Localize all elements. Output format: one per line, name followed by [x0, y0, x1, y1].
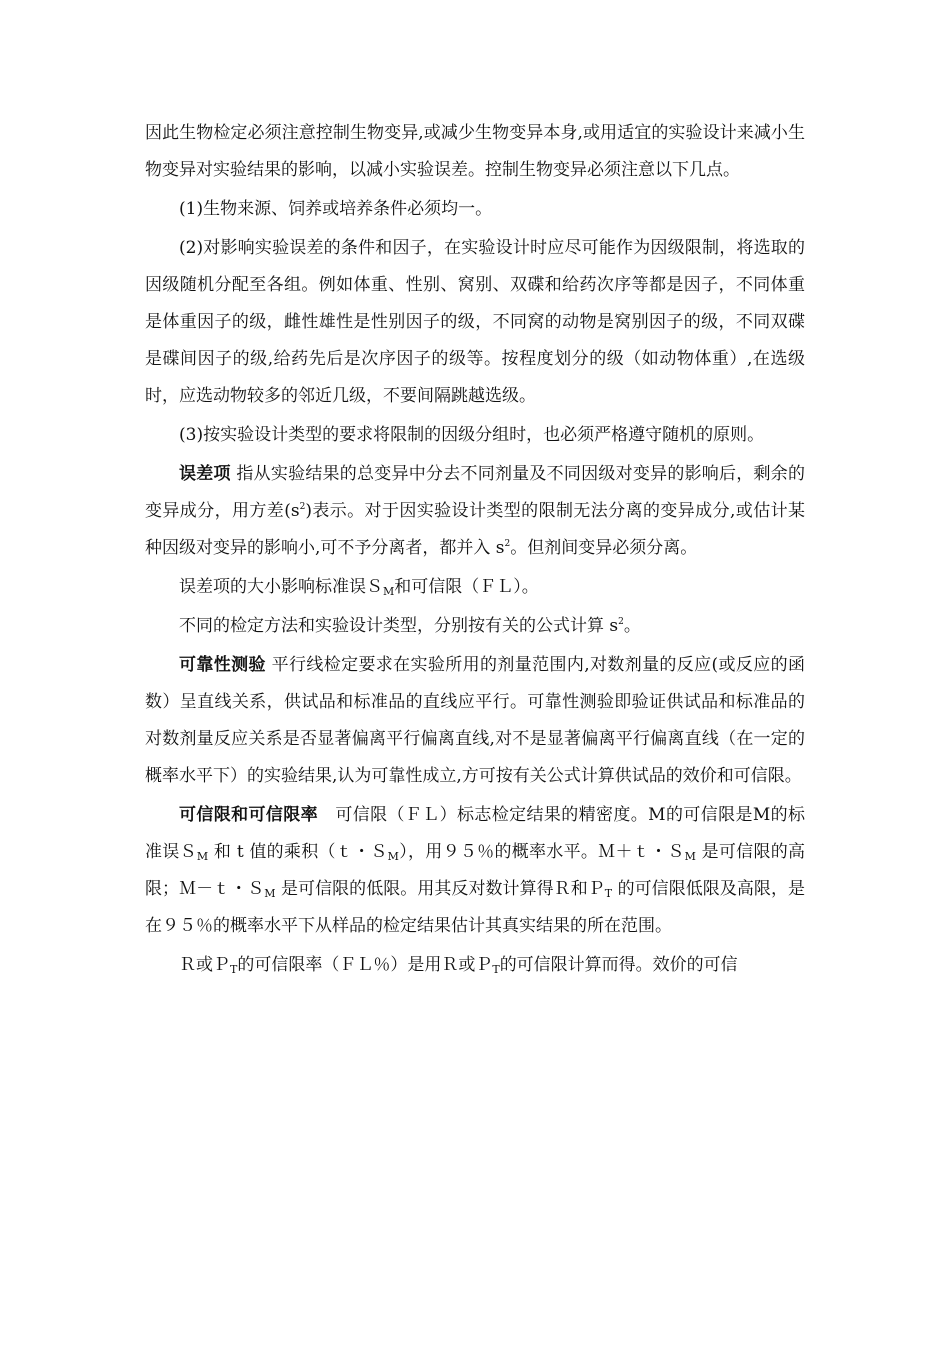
subscript: T: [604, 887, 613, 900]
term-reliability: 可靠性测验: [179, 655, 266, 675]
subscript: M: [387, 850, 399, 863]
subscript: T: [492, 963, 500, 976]
paragraph-item-1: (1)生物来源、饲养或培养条件必须均一。: [179, 199, 493, 219]
term-error: 误差项: [179, 464, 231, 484]
subscript: M: [264, 887, 276, 900]
subscript: M: [383, 585, 395, 598]
paragraph-item-3: (3)按实验设计类型的要求将限制的因级分组时，也必须严格遵守随机的原则。: [179, 425, 765, 445]
text: 的可信限低限及高限，是在９５％的概率水平下从样品的检定结果估计其真实结果的所在范围。: [145, 879, 806, 936]
text: 。: [623, 616, 641, 636]
text: 指从实验结果的总变异中分去不同剂量及不同因级对变异的影响后，剩余的变异成分，用方差(s: [145, 464, 805, 521]
text: ），用９５％的概率水平。Ｍ＋ｔ・Ｓ: [398, 842, 685, 862]
paragraph-formula-note: [145, 608, 805, 645]
paragraph-confidence-limit: [145, 797, 805, 945]
text: Ｒ或Ｐ: [179, 955, 230, 975]
superscript: 2: [618, 617, 624, 627]
text: 误差项的大小影响标准误Ｓ: [179, 577, 383, 597]
term-confidence-limit: 可信限和可信限率: [179, 805, 319, 825]
superscript: 2: [504, 539, 511, 549]
text: )表示。对于因实验设计类型的限制无法分离的变异成分,或估计某种因级对变异的影响小,可不予分离者，都并入 s: [145, 501, 805, 558]
text: 的可信限计算而得。效价的可信: [499, 955, 738, 975]
superscript: 2: [299, 502, 306, 512]
paragraph-confidence-ratio: [145, 947, 805, 984]
text: 。但剂间变异必须分离。: [510, 538, 698, 558]
text: 平行线检定要求在实验所用的剂量范围内,对数剂量的反应(或反应的函数）呈直线关系，供试品和标准品的直线应平行。可靠性测验即验证供试品和标准品的对数剂量反应关系是否显著偏离平行偏离直线,对不是显著偏离平行偏离直线（在一定的概率水平下）的实验结果,认为可靠性成立,方可按有关公式计算供试品的效价和可信限。: [145, 655, 805, 786]
text: 是可信限的低限。用其反对数计算得Ｒ和Ｐ: [275, 879, 605, 899]
text: 可信限（ＦＬ）标志检定结果的精密度。M的可信限是M的标准误Ｓ: [145, 805, 806, 862]
paragraph-item-2: (2)对影响实验误差的条件和因子，在实验设计时应尽可能作为因级限制，将选取的因级随机分配至各组。例如体重、性别、窝别、双碟和给药次序等都是因子，不同体重是体重因子的级，雌性雄性是性别因子的级，不同窝的动物是窝别因子的级，不同双碟是碟间因子的级,给药先后是次序因子的级等。按程度划分的级（如动物体重）,在选级时，应选动物较多的邻近几级，不要间隔跳越选级。: [145, 238, 805, 406]
subscript: M: [684, 850, 696, 863]
subscript: T: [230, 963, 238, 976]
paragraph-reliability-test: [145, 647, 805, 795]
body-text: [145, 115, 805, 984]
text: 不同的检定方法和实验设计类型，分别按有关的公式计算 s: [179, 616, 619, 636]
text: 的可信限率（ＦＬ％）是用Ｒ或Ｐ: [237, 955, 493, 975]
text: 和可信限（ＦＬ）。: [394, 577, 539, 597]
paragraph-error-term: [145, 456, 805, 567]
text: 和 t 值的乘积（ｔ・Ｓ: [208, 842, 388, 862]
paragraph-error-effect: [145, 569, 805, 606]
paragraph-biological-variation: 因此生物检定必须注意控制生物变异,或减少生物变异本身,或用适宜的实验设计来减小生物变异对实验结果的影响，以减小实验误差。控制生物变异必须注意以下几点。: [145, 123, 805, 180]
subscript: M: [196, 850, 209, 863]
text: 是可信限的高限；Ｍ－ｔ・Ｓ: [145, 842, 806, 899]
